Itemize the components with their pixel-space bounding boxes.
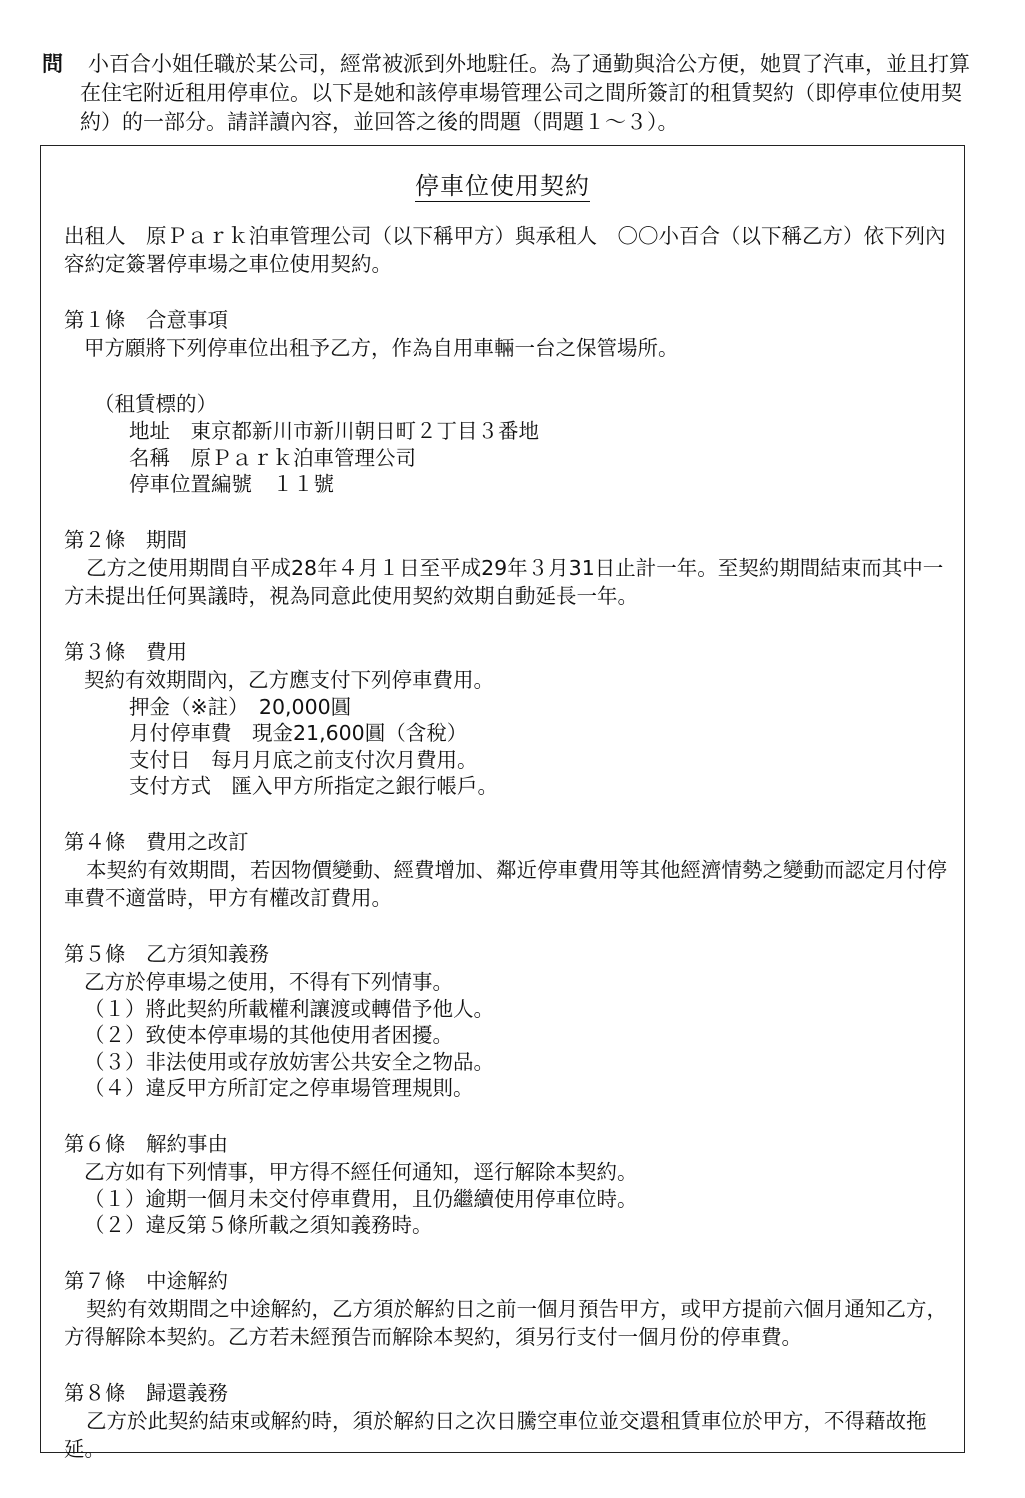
fee-monthly: 月付停車費 現金21,600圓（含稅） [129, 721, 468, 745]
contract-body [64, 222, 954, 1463]
lease-address: 地址 東京都新川市新川朝日町２丁目３番地 [129, 419, 539, 443]
article-5-text: 乙方於停車場之使用，不得有下列情事。 [84, 969, 453, 994]
contract-title [41, 166, 964, 201]
article-7-text: 契約有效期間之中途解約，乙方須於解約日之前一個月預告甲方，或甲方提前六個月通知乙方，方得解除本契約。乙方若未經預告而解除本契約，須另行支付一個月份的停車費。 [64, 1296, 947, 1349]
question-label: 問 [42, 52, 63, 76]
question-intro [42, 50, 977, 137]
contract-title-text: 停車位使用契約 [415, 172, 590, 200]
article-4-heading: 第４條 費用之改訂 [64, 829, 249, 854]
fee-payday: 支付日 每月月底之前支付次月費用。 [129, 747, 478, 772]
lease-name: 名稱 原Ｐａｒｋ泊車管理公司 [129, 445, 416, 470]
article-2-heading: 第２條 期間 [64, 527, 187, 552]
termination-item: （１）逾期一個月未交付停車費用，且仍繼續使用停車位時。 [84, 1186, 638, 1211]
article-7-heading: 第７條 中途解約 [64, 1268, 228, 1293]
lease-subject-heading: （租賃標的） [94, 392, 217, 416]
obligation-item: （１）將此契約所載權利讓渡或轉借予他人。 [84, 996, 494, 1021]
contract-box [40, 145, 965, 1461]
fee-method: 支付方式 匯入甲方所指定之銀行帳戶。 [129, 774, 498, 798]
termination-item: （２）違反第５條所載之須知義務時。 [84, 1213, 433, 1237]
article-5-heading: 第５條 乙方須知義務 [64, 941, 269, 966]
article-1-text: 甲方願將下列停車位出租予乙方，作為自用車輛一台之保管場所。 [84, 336, 679, 360]
lease-space-number: 停車位置編號 １１號 [129, 472, 334, 496]
obligation-item: （３）非法使用或存放妨害公共安全之物品。 [84, 1049, 494, 1074]
article-8-text: 乙方於此契約結束或解約時，須於解約日之次日騰空車位並交還租賃車位於甲方，不得藉故拖延。 [64, 1408, 927, 1461]
article-8-heading: 第８條 歸還義務 [64, 1380, 228, 1405]
question-text: 小百合小姐任職於某公司，經常被派到外地駐任。為了通勤與洽公方便，她買了汽車，並且打算在住宅附近租用停車位。以下是她和該停車場管理公司之間所簽訂的租賃契約（即停車位使用契約）的一部分。請詳讀內容，並回答之後的問題（問題１～３）。 [80, 52, 970, 134]
article-6-heading: 第６條 解約事由 [64, 1131, 228, 1156]
article-2-text: 乙方之使用期間自平成28年４月１日至平成29年３月31日止計一年。至契約期間結束而其中一方未提出任何異議時，視為同意此使用契約效期自動延長一年。 [64, 555, 944, 608]
obligation-item: （２）致使本停車場的其他使用者困擾。 [84, 1023, 453, 1047]
fee-deposit: 押金（※註） 20,000圓 [129, 694, 352, 719]
article-4-text: 本契約有效期間，若因物價變動、經費增加、鄰近停車費用等其他經濟情勢之變動而認定月付停車費不適當時，甲方有權改訂費用。 [64, 857, 947, 910]
obligation-item: （４）違反甲方所訂定之停車場管理規則。 [84, 1076, 474, 1100]
article-6-text: 乙方如有下列情事，甲方得不經任何通知，逕行解除本契約。 [84, 1159, 638, 1184]
preamble: 出租人 原Ｐａｒｋ泊車管理公司（以下稱甲方）與承租人 〇〇小百合（以下稱乙方）依下列內容約定簽署停車場之車位使用契約。 [64, 224, 946, 276]
article-3-heading: 第３條 費用 [64, 639, 187, 664]
article-1-heading: 第１條 合意事項 [64, 308, 228, 332]
article-3-text: 契約有效期間內，乙方應支付下列停車費用。 [84, 667, 494, 692]
